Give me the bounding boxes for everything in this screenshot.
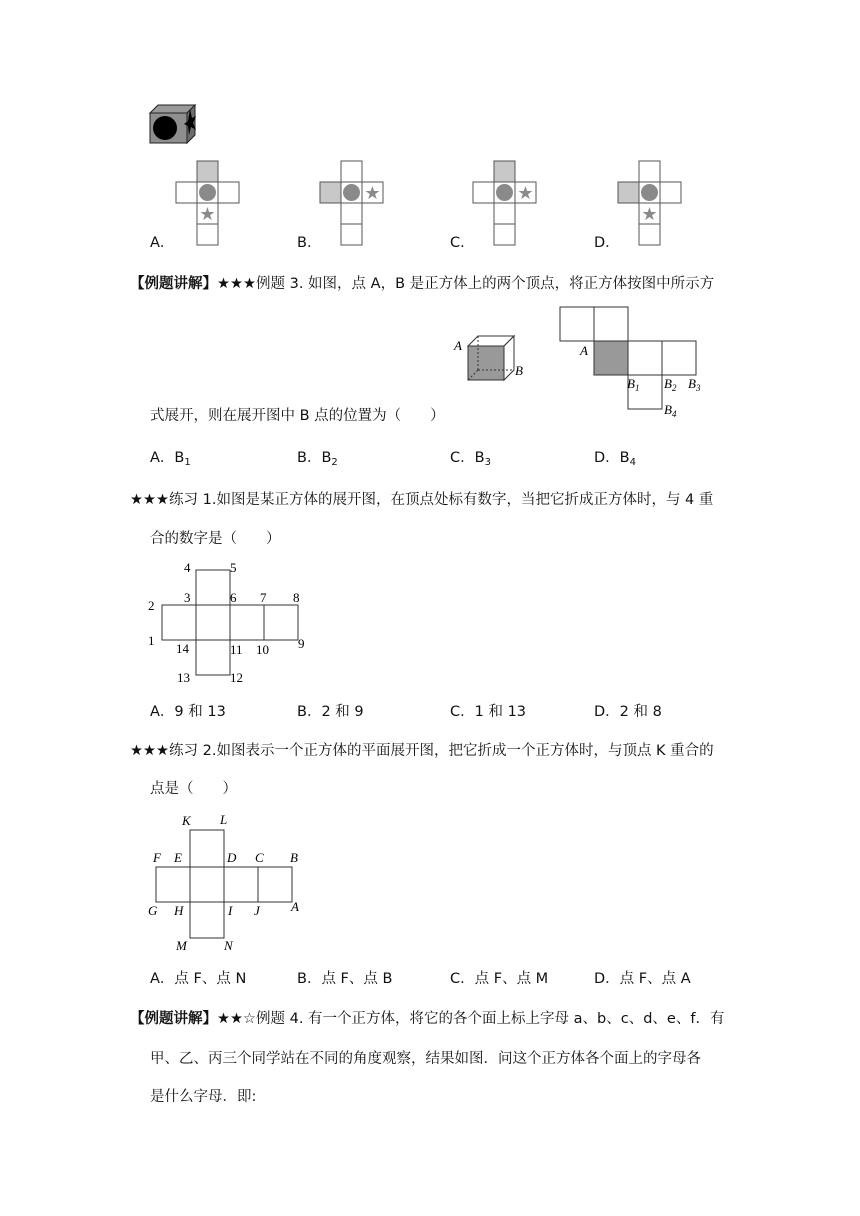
example4-line3: 是什么字母．即: (150, 1089, 257, 1105)
example3-line2: 式展开，则在展开图中 B 点的位置为（ ） (150, 408, 445, 424)
net-label-b4: $B_4$ (664, 402, 677, 419)
svg-text:N: N (224, 938, 233, 953)
svg-text:14: 14 (176, 641, 189, 656)
svg-text:C: C (255, 850, 264, 865)
option-a-label: A． (150, 235, 175, 251)
svg-text:2: 2 (148, 598, 155, 613)
net-label-b2: $B_2$ (664, 376, 677, 393)
example3-cube-figure (452, 332, 532, 388)
example4-text1: 例题 4. 有一个正方体，将它的各个面上标上字母 a、b、c、d、e、f．有 (256, 1011, 725, 1027)
svg-text:6: 6 (230, 590, 237, 605)
example3-option-a: A．$B_1$ (150, 450, 191, 468)
cube-label-a: A (454, 338, 462, 353)
net-option-d (618, 160, 682, 246)
svg-text:11: 11 (230, 642, 243, 657)
svg-text:E: E (174, 850, 182, 865)
practice2-net-figure (144, 810, 314, 956)
example3-net-figure (560, 306, 720, 422)
svg-text:4: 4 (184, 560, 191, 575)
svg-text:★: ★ (641, 204, 658, 225)
example4-line1 (130, 1010, 724, 1028)
svg-text:I: I (228, 903, 233, 918)
svg-text:10: 10 (256, 642, 269, 657)
svg-text:B: B (290, 850, 298, 865)
example3-text1: 例题 3. 如图，点 A，B 是正方体上的两个顶点，将正方体按图中所示方 (256, 276, 715, 292)
net-label-b1: $B_1$ (627, 376, 640, 393)
practice1-option-b: B．2 和 9 (297, 704, 364, 720)
svg-text:9: 9 (298, 636, 305, 651)
practice2-option-c: C．点 F、点 M (450, 971, 549, 987)
net-option-c (473, 160, 537, 246)
svg-text:J: J (254, 903, 260, 918)
svg-text:K: K (182, 813, 191, 828)
net-option-a (176, 160, 240, 246)
svg-text:12: 12 (230, 670, 243, 685)
cube-circle-star-figure (148, 103, 198, 145)
practice1-option-c: C．1 和 13 (450, 704, 527, 720)
svg-text:H: H (174, 903, 184, 918)
svg-text:M: M (176, 938, 187, 953)
practice2-line1 (130, 742, 714, 760)
svg-text:★: ★ (517, 183, 534, 204)
example3-option-c: C．$B_3$ (450, 450, 491, 468)
svg-text:5: 5 (230, 560, 237, 575)
svg-text:G: G (148, 903, 158, 918)
example3-prefix: 【例题讲解】 (130, 276, 217, 292)
practice1-net-figure (144, 560, 314, 690)
example4-line2: 甲、乙、丙三个同学站在不同的角度观察，结果如图．问这个正方体各个面上的字母各 (150, 1051, 701, 1067)
cube-label-b: B (515, 363, 523, 378)
svg-text:D: D (227, 850, 237, 865)
practice2-stars: ★★★ (130, 743, 169, 759)
svg-text:8: 8 (293, 590, 300, 605)
practice1-line2: 合的数字是（ ） (150, 531, 281, 547)
example3-option-d: D．$B_4$ (594, 450, 636, 468)
example4-stars: ★★☆ (217, 1011, 256, 1027)
practice2-text1: 练习 2.如图表示一个正方体的平面展开图，把它折成一个正方体时，与顶点 K 重合的 (169, 743, 714, 759)
practice2-option-a: A．点 F、点 N (150, 971, 247, 987)
svg-text:A: A (291, 899, 299, 914)
net-option-b (320, 160, 384, 246)
svg-text:F: F (153, 850, 161, 865)
practice1-option-a: A．9 和 13 (150, 704, 226, 720)
practice1-text1: 练习 1.如图是某正方体的展开图，在顶点处标有数字，当把它折成正方体时，与 4 重 (169, 492, 714, 508)
option-c-label: C． (450, 235, 475, 251)
example3-option-b: B．$B_2$ (297, 450, 338, 468)
practice2-line2: 点是（ ） (150, 781, 237, 797)
example4-prefix: 【例题讲解】 (130, 1011, 217, 1027)
practice2-option-b: B．点 F、点 B (297, 971, 393, 987)
svg-text:13: 13 (177, 670, 190, 685)
practice1-option-d: D．2 和 8 (594, 704, 662, 720)
svg-text:L: L (220, 812, 228, 827)
svg-text:7: 7 (260, 590, 267, 605)
svg-text:★: ★ (364, 183, 381, 204)
svg-text:3: 3 (184, 590, 191, 605)
net-label-a: A (580, 343, 588, 358)
example3-line1 (130, 275, 714, 293)
option-d-label: D． (594, 235, 620, 251)
practice1-line1 (130, 491, 713, 509)
option-b-label: B． (297, 235, 322, 251)
example3-stars: ★★★ (217, 276, 256, 292)
svg-text:1: 1 (148, 633, 155, 648)
net-label-b3: $B_3$ (688, 376, 701, 393)
svg-text:★: ★ (199, 204, 216, 225)
practice2-option-d: D．点 F、点 A (594, 971, 691, 987)
practice1-stars: ★★★ (130, 492, 169, 508)
